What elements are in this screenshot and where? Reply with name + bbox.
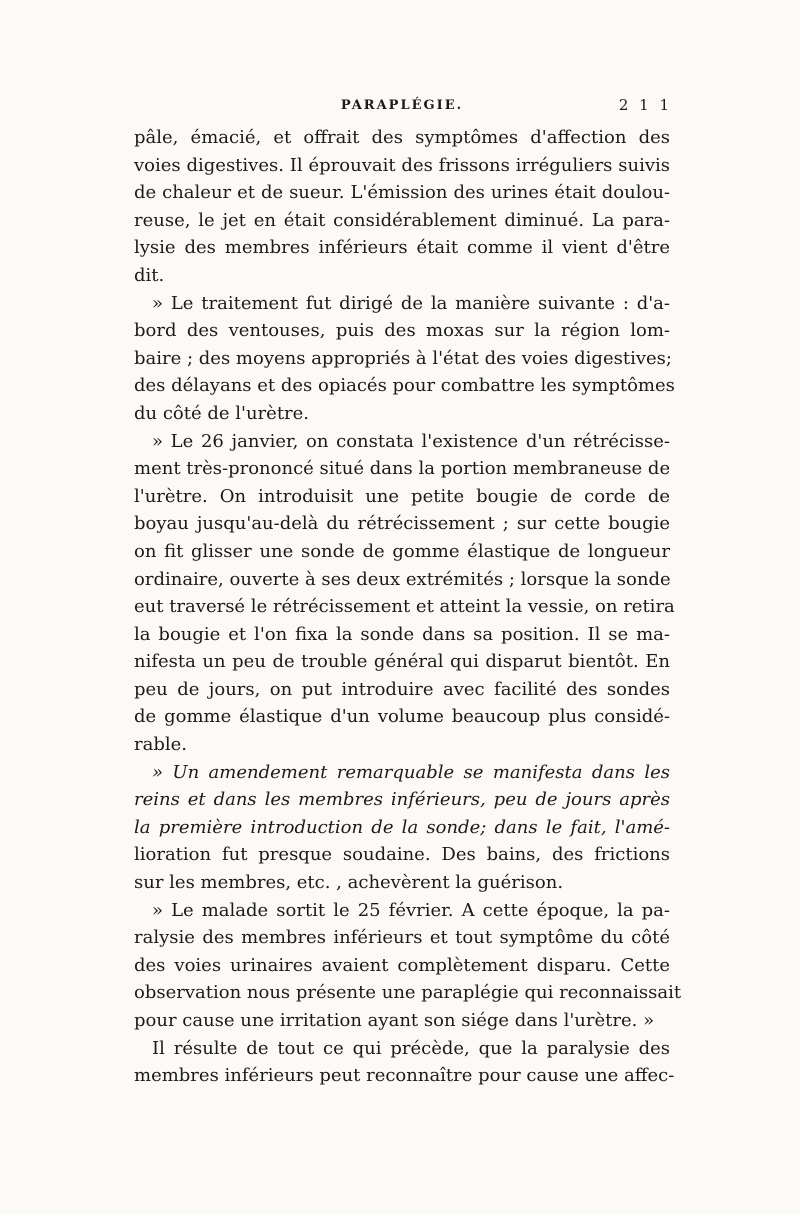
text-line: bord des ventouses, puis des moxas sur la région lom- bbox=[134, 320, 670, 342]
text-line: on fit glisser une sonde de gomme élastique de longueur bbox=[134, 540, 670, 562]
text-line: eut traversé le rétrécissement et atteint la vessie, on retira bbox=[134, 596, 675, 618]
text-line: » Le malade sortit le 25 février. A cette époque, la pa- bbox=[152, 899, 670, 921]
text-line: lioration fut presque soudaine. Des bains, des frictions bbox=[134, 844, 670, 866]
page-header bbox=[132, 98, 672, 122]
text-line: la bougie et l'on fixa la sonde dans sa position. Il se ma- bbox=[134, 623, 670, 645]
text-line: des voies urinaires avaient complètement disparu. Cette bbox=[134, 954, 670, 976]
text-line: lysie des membres inférieurs était comme il vient d'être bbox=[134, 237, 670, 259]
text-line: » Le traitement fut dirigé de la manière suivante : d'a- bbox=[152, 292, 670, 314]
text-line: dit. bbox=[134, 264, 165, 286]
text-line: reuse, le jet en était considérablement diminué. La para- bbox=[134, 209, 670, 231]
text-line: pour cause une irritation ayant son siége dans l'urètre. » bbox=[134, 1010, 655, 1031]
page-number: 2 1 1 bbox=[618, 96, 672, 114]
text-line: nifesta un peu de trouble général qui disparut bientôt. En bbox=[134, 651, 670, 673]
text-line: boyau jusqu'au-delà du rétrécissement ; sur cette bougie bbox=[134, 513, 670, 535]
text-line: baire ; des moyens appropriés à l'état des voies digestives; bbox=[134, 347, 672, 369]
running-head: PARAPLÉGIE. bbox=[340, 98, 464, 113]
text-line: voies digestives. Il éprouvait des frissons irréguliers suivis bbox=[134, 154, 670, 176]
text-line: de chaleur et de sueur. L'émission des urines était doulou- bbox=[134, 182, 670, 204]
text-line: ordinaire, ouverte à ses deux extrémités ; lorsque la sonde bbox=[134, 568, 671, 590]
text-line: » Le 26 janvier, on constata l'existence d'un rétrécisse- bbox=[152, 430, 670, 452]
body-text bbox=[134, 124, 682, 1090]
text-line: membres inférieurs peut reconnaître pour cause une affec- bbox=[134, 1065, 675, 1087]
text-line: ralysie des membres inférieurs et tout symptôme du côté bbox=[134, 927, 670, 949]
text-line: » Un amendement remarquable se manifesta dans les bbox=[152, 761, 670, 783]
text-line: peu de jours, on put introduire avec facilité des sondes bbox=[134, 678, 670, 700]
text-line: du côté de l'urètre. bbox=[134, 402, 310, 424]
text-line: sur les membres, etc. , achevèrent la guérison. bbox=[134, 872, 564, 894]
text-line: Il résulte de tout ce qui précède, que la paralysie des bbox=[152, 1037, 670, 1059]
text-line: reins et dans les membres inférieurs, peu de jours après bbox=[134, 789, 670, 811]
text-line: pâle, émacié, et offrait des symptômes d'affection des bbox=[134, 127, 670, 148]
text-line: rable. bbox=[134, 734, 187, 756]
text-line: l'urètre. On introduisit une petite bougie de corde de bbox=[134, 485, 670, 507]
text-line: observation nous présente une paraplégie qui reconnaissait bbox=[134, 982, 682, 1004]
text-line: ment très-prononcé situé dans la portion membraneuse de bbox=[134, 458, 671, 480]
text-line: de gomme élastique d'un volume beaucoup plus considé- bbox=[134, 706, 670, 728]
text-line: des délayans et des opiacés pour combattre les symptômes bbox=[134, 375, 675, 397]
text-line: la première introduction de la sonde; dans le fait, l'amé- bbox=[134, 816, 670, 838]
